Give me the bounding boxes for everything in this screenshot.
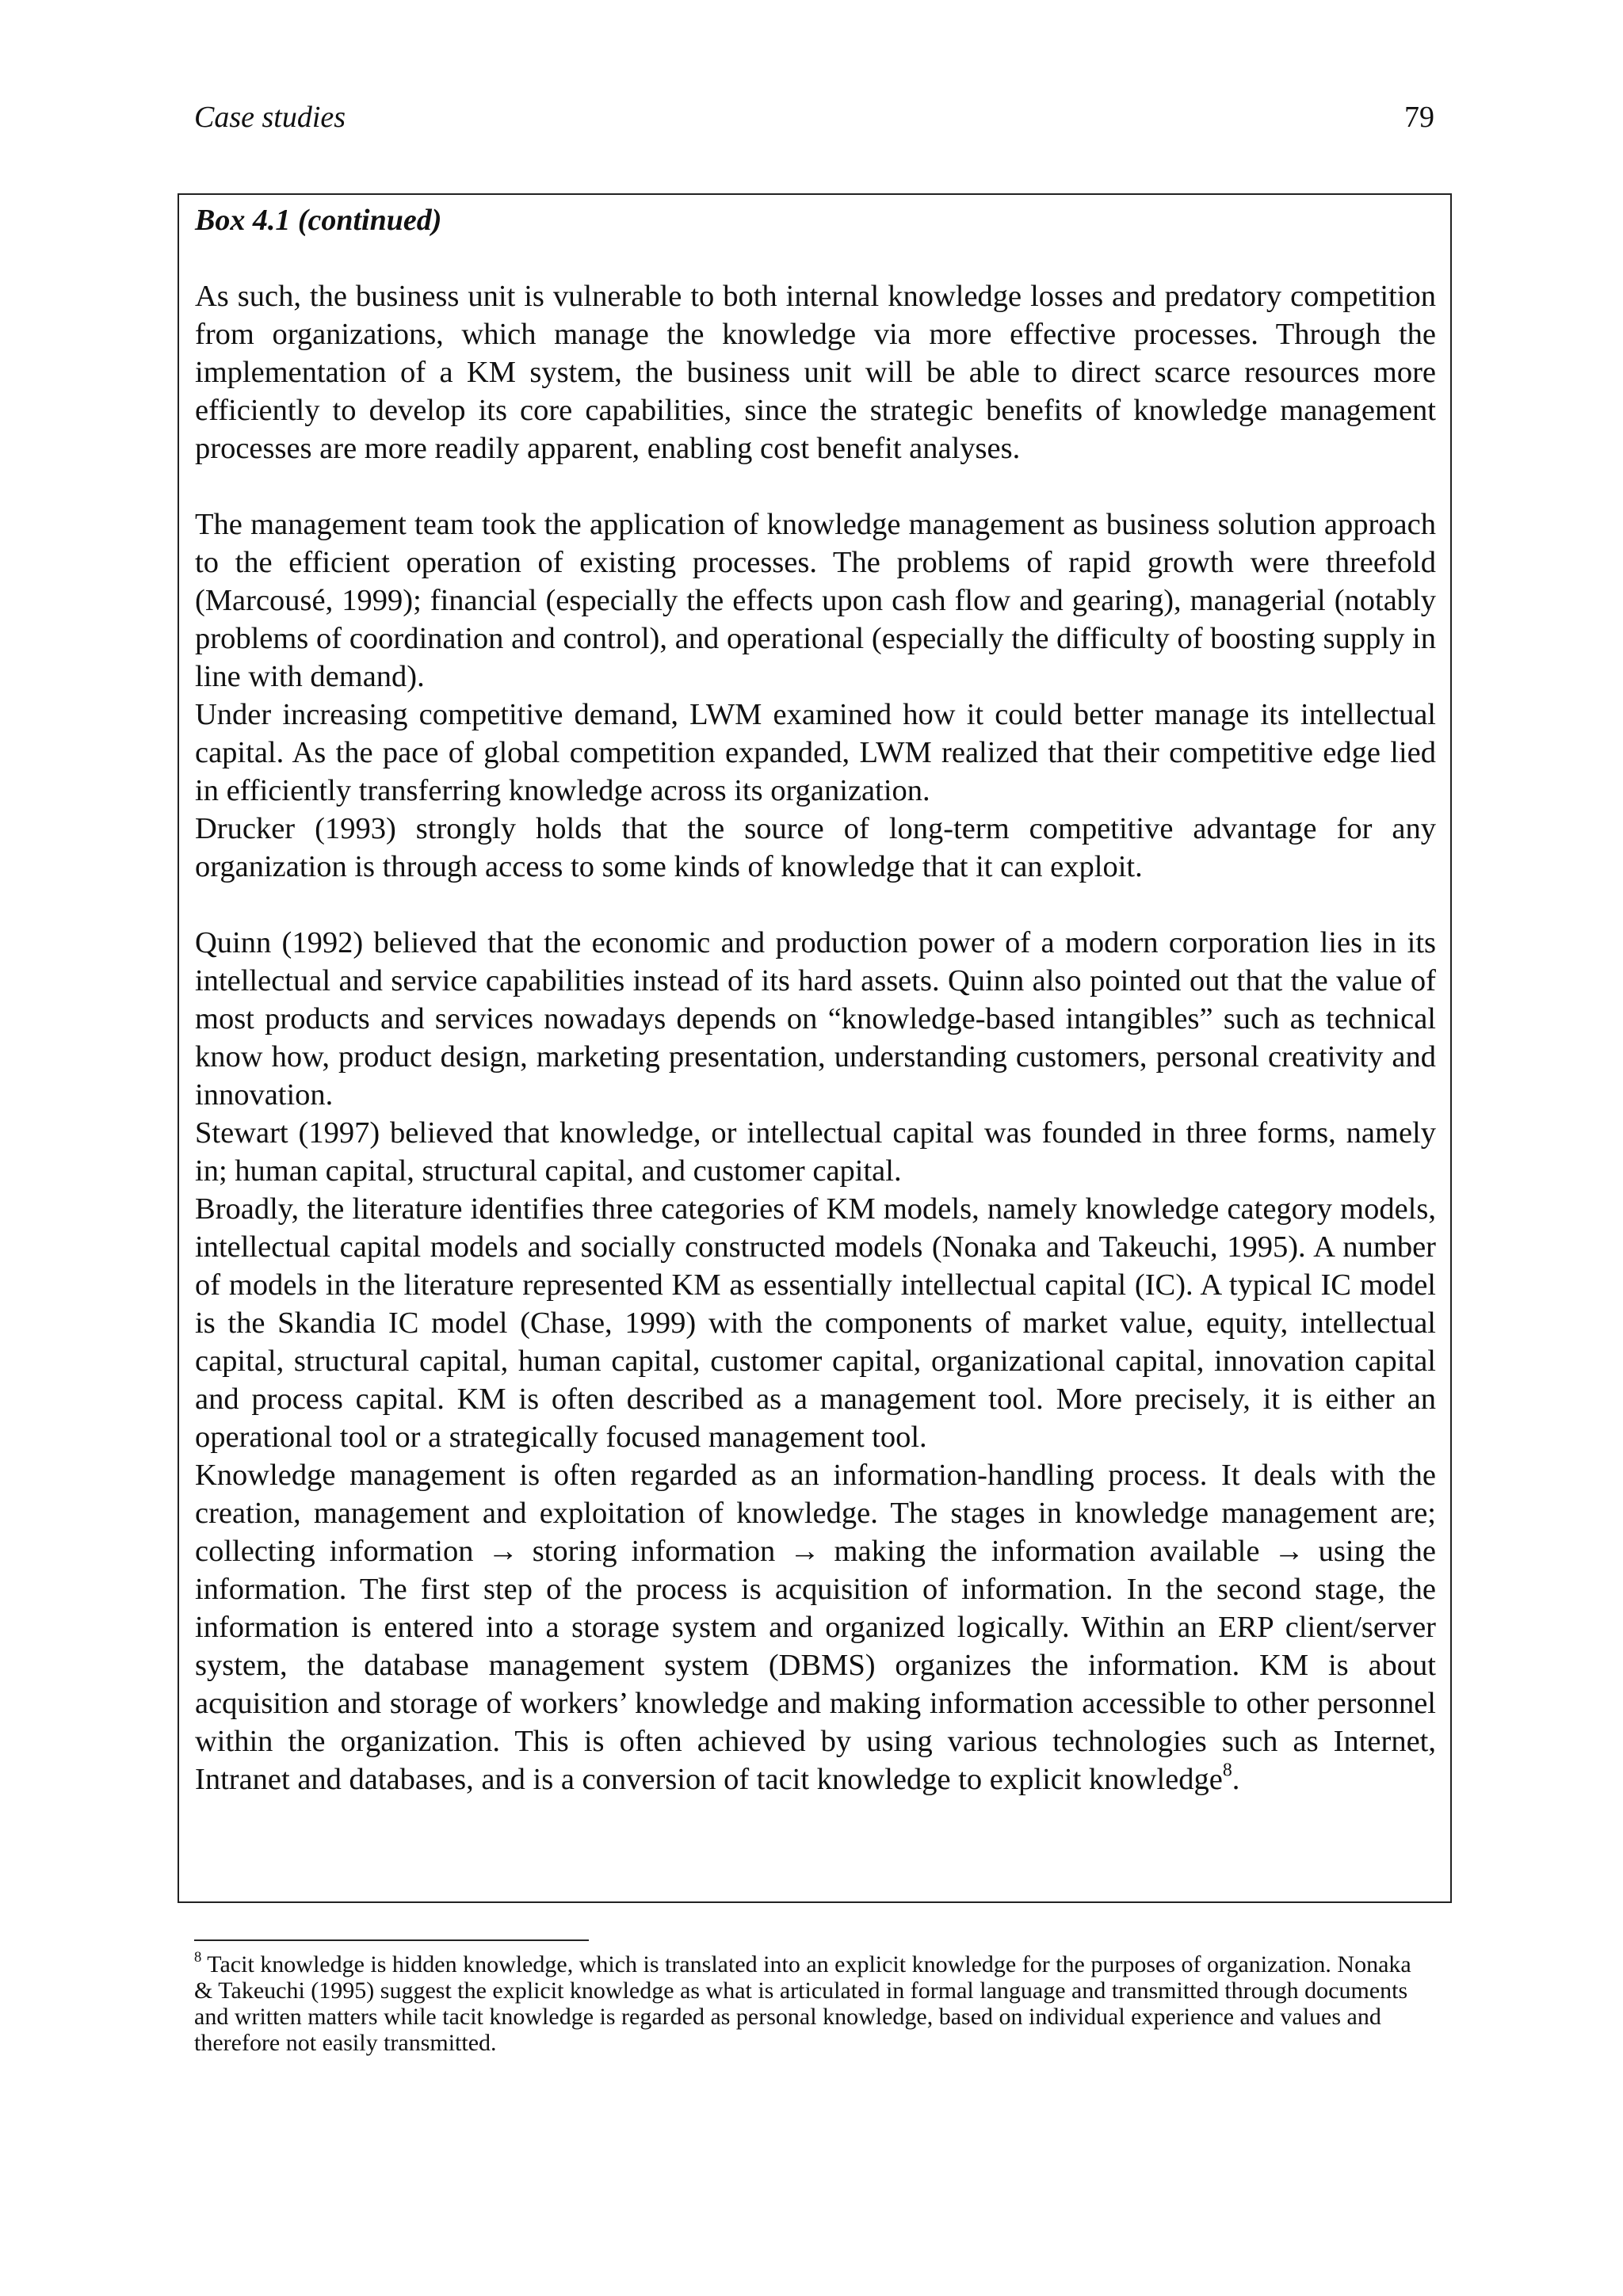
footnote-divider [194, 1939, 589, 1941]
paragraph-information-handling [195, 1456, 1436, 1798]
running-header-title: Case studies [194, 101, 346, 134]
paragraph-information-handling-text: Knowledge management is often regarded as an information-handling process. It deals with the creation, management and exploitation of knowledge. The stages in knowledge management are; collecting information → storing information → making the information available → using the information. The first step of the process is acquisition of information. In the second stage, the information is entered into a storage system and organized logically. Within an ERP client/server system, the database management system (DBMS) organizes the information. KM is about acquisition and storage of workers’ knowledge and making information accessible to other personnel within the organization. This is often achieved by using various technologies such as Internet, Intranet and databases, and is a conversion of tacit knowledge to explicit knowledge [195, 1459, 1436, 1796]
paragraph-drucker: Drucker (1993) strongly holds that the source of long-term competitive advantage for any organization is through access to some kinds of knowledge that it can exploit. [195, 812, 1436, 883]
final-period: . [1232, 1763, 1240, 1796]
paragraph-management-team: The management team took the application of knowledge management as business solution approach to the efficient operation of existing processes. The problems of rapid growth were threefold (Marcousé, 1999); financial (especially the effects upon cash flow and gearing), managerial (notably problems of coordination and control), and operational (especially the difficulty of boosting supply in line with demand). [195, 508, 1436, 693]
paragraph-competitive-demand: Under increasing competitive demand, LWM examined how it could better manage its intellectual capital. As the pace of global competition expanded, LWM realized that their competitive edge lied in efficiently transferring knowledge across its organization. [195, 698, 1436, 807]
box-title: Box 4.1 (continued) [195, 204, 442, 237]
footnote-text: Tacit knowledge is hidden knowledge, which is translated into an explicit knowledge for the purposes of organization. Nonaka & Takeuchi (1995) suggest the explicit knowledge as what is articulated in formal language and transmitted through documents and written matters while tacit knowledge is regarded as personal knowledge, based on individual experience and values and therefore not easily transmitted. [194, 1951, 1411, 2056]
paragraph-stewart: Stewart (1997) believed that knowledge, or intellectual capital was founded in three forms, namely in; human capital, structural capital, and customer capital. [195, 1116, 1436, 1188]
footnote-8 [194, 1948, 1434, 2056]
paragraph-quinn: Quinn (1992) believed that the economic and production power of a modern corporation lies in its intellectual and service capabilities instead of its hard assets. Quinn also pointed out that the value of most products and services nowadays depends on “knowledge-based intangibles” such as technical know how, product design, marketing presentation, understanding customers, personal creativity and innovation. [195, 926, 1436, 1112]
box-4-1-continued [178, 193, 1452, 1903]
page-number: 79 [1404, 101, 1434, 134]
paragraph-km-models: Broadly, the literature identifies three categories of KM models, namely knowledge category models, intellectual capital models and socially constructed models (Nonaka and Takeuchi, 1995). A number of models in the literature represented KM as essentially intellectual capital (IC). A typical IC model is the Skandia IC model (Chase, 1999) with the components of market value, equity, intellectual capital, structural capital, human capital, customer capital, organizational capital, innovation capital and process capital. KM is often described as a management tool. More precisely, it is either an operational tool or a strategically focused management tool. [195, 1192, 1436, 1454]
paragraph-vulnerability: As such, the business unit is vulnerable to both internal knowledge losses and predatory competition from organizations, which manage the knowledge via more effective processes. Through the implementation of a KM system, the business unit will be able to direct scarce resources more efficiently to develop its core capabilities, since the strategic benefits of knowledge management processes are more readily apparent, enabling cost benefit analyses. [195, 280, 1436, 465]
footnote-reference-8: 8 [1222, 1760, 1232, 1781]
footnote-marker: 8 [194, 1948, 202, 1966]
